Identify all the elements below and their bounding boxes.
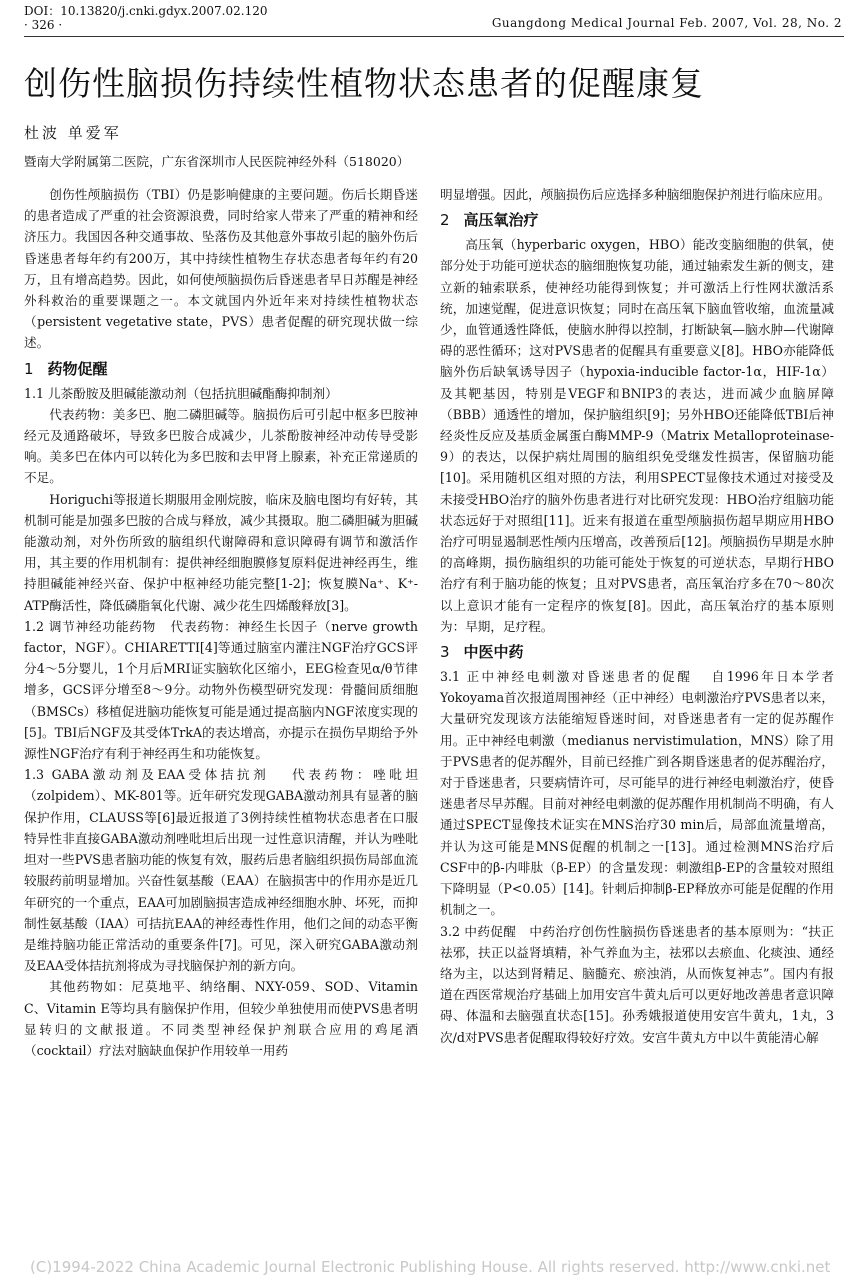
section-number: 2 xyxy=(440,211,450,230)
section-title: 高压氧治疗 xyxy=(463,211,539,230)
paragraph: 高压氧（hyperbaric oxygen，HBO）能改变脑细胞的供氧，使部分处于功能可逆状态的脑细胞恢复功能，通过轴索发生新的侧支，建立新的轴索联系，使神经功能得到恢复；并可激活上行性网状激活系统，加速觉醒，促进意识恢复；同时在高压氧下脑血管收缩，血流量减少，血管通透性降低，使脑水肿得以控制，打断缺氧—脑水肿—代谢障碍的恶性循环；这对PVS患者的促醒具有重要意义[8]。HBO亦能降低脑外伤后缺氧诱导因子（hypoxia-inducible factor-1α，HIF-1α）及其靶基因，特别是VEGF和BNIP3的表达，进而减少血脑屏障（BBB）通透性的增加，保护脑组织[9]；另外HBO还能降低TBI后神经炎性反应及基质金属蛋白酶MMP-9（Matrix Metalloproteinase-9）的表达，以保护病灶周围的脑组织免受继发性损害，保留脑功能[10]。采用随机区组对照的方法，利用SPECT显像技术通过对接受及未接受HBO治疗的脑外伤患者进行对比研究发现：HBO治疗组脑功能状态远好于对照组[11]。近来有报道在重型颅脑损伤超早期应用HBO治疗可明显遏制恶性颅内压增高，改善预后[12]。颅脑损伤早期是水肿的高峰期，损伤脑组织的功能可能处于恢复的可逆状态，早期行HBO治疗有利于脑功能的恢复；且对PVS患者，高压氧治疗多在70～80次以上意识才能有一定程序的恢复[8]。因此，高压氧治疗的基本原则为：早期，足疗程。 xyxy=(440,237,834,634)
subsection-heading-1-2: 1.2 调节神经功能药物 xyxy=(24,618,157,634)
section-heading-1 xyxy=(24,358,418,380)
subsection-heading-1-1: 1.1 儿茶酚胺及胆碱能激动剂（包括抗胆碱酯酶抑制剂） xyxy=(24,385,338,401)
section-heading-2 xyxy=(440,209,834,231)
page-number: · 326 · xyxy=(24,18,63,32)
paragraph: 中药治疗创伤性脑损伤昏迷患者的基本原则为：“扶正祛邪，扶正以益肾填精，补气养血为主，祛邪以去瘀血、化痰浊、通经络为主，以达到肾精足、脑髓充、瘀浊消，从而恢复神志”。国内有报道在西医常规治疗基础上加用安宫牛黄丸后可以更好地改善患者意识障碍、体温和去脑强直状态[15]。孙秀娥报道使用安宫牛黄丸，1丸，3次/d对PVS患者促醒取得较好疗效。安宫牛黄丸方中以牛黄能清心解 xyxy=(440,923,834,1045)
running-header-left xyxy=(24,4,267,32)
subsection-3-1 xyxy=(440,666,834,920)
paragraph: Horiguchi等报道长期服用金刚烷胺，临床及脑电图均有好转，其机制可能是加强多巴胺的合成与释放，减少其摄取。胞二磷胆碱为胆碱能激动剂，对外伤所致的脑组织代谢障碍和意识障碍有调节和激活作用，其主要的作用机制有：提供神经细胞膜修复原料促进神经再生，维持胆碱能神经兴奋、保护中枢神经功能完整[1-2]；恢复膜Na⁺、K⁺-ATP酶活性，降低磷脂氧化代谢、减少花生四烯酸释放[3]。 xyxy=(24,491,418,613)
section-title: 中医中药 xyxy=(463,643,524,662)
section-number: 3 xyxy=(440,643,450,662)
paragraph-continued: 明显增强。因此，颅脑损伤后应选择多种脑细胞保护剂进行临床应用。 xyxy=(440,187,831,202)
subsection-heading-1-3: 1.3 GABA激动剂及EAA受体拮抗剂 xyxy=(24,767,270,783)
section-title: 药物促醒 xyxy=(47,359,108,378)
affiliation: 暨南大学附属第二医院，广东省深圳市人民医院神经外科（518020） xyxy=(24,154,410,169)
header-rule xyxy=(24,36,844,37)
journal-info: Guangdong Medical Journal Feb. 2007, Vol. 28, No. 2 xyxy=(491,16,842,30)
copyright-watermark: (C)1994-2022 China Academic Journal Electronic Publishing House. All rights reserved. http://www.cnki.net xyxy=(30,1258,831,1276)
subsection-3-2 xyxy=(440,921,834,1048)
paragraph: 代表药物：美多巴、胞二磷胆碱等。脑损伤后可引起中枢多巴胺神经元及通路破坏，导致多巴胺合成减少，儿茶酚胺神经冲动传导受影响。美多巴在体内可以转化为多巴胺和去甲肾上腺素，补充正常递质的不足。 xyxy=(24,406,418,486)
subsection-1-2 xyxy=(24,616,418,764)
article-title: 创伤性脑损伤持续性植物状态患者的促醒康复 xyxy=(24,64,704,103)
subsection-1-3 xyxy=(24,764,418,976)
paragraph: 代表药物：唑吡坦（zolpidem）、MK-801等。近年研究发现GABA激动剂具有显著的脑保护作用，CLAUSS等[6]最近报道了3例持续性植物状态患者在口服特异性非直接GABA激动剂唑吡坦后出现一过性意识清醒，并认为唑吡坦对一些PVS患者脑功能的恢复有效，服药后患者脑组织损伤局部血流较服药前明显增加。兴奋性氨基酸（EAA）在脑损害中的作用亦是近几年研究的一个重点，EAA可加剧脑损害造成神经细胞水肿、坏死，而抑制性氨基酸（IAA）可拮抗EAA的神经毒性作用，他们之间的动态平衡是维持脑功能正常活动的重要条件[7]。可见，深入研究GABA激动剂及EAA受体拮抗剂将成为寻找脑保护剂的新方向。 xyxy=(24,767,419,974)
left-column xyxy=(24,184,418,1061)
right-column xyxy=(440,184,834,1048)
intro-paragraph: 创伤性颅脑损伤（TBI）仍是影响健康的主要问题。伤后长期昏迷的患者造成了严重的社会资源浪费，同时给家人带来了严重的精神和经济压力。我国因各种交通事故、坠落伤及其他意外事故引起的脑外伤后昏迷患者每年约有200万，其中持续性植物生存状态患者每年约有20万，且有增高趋势。因此，如何使颅脑损伤后昏迷患者早日苏醒是神经外科救治的重要课题之一。本文就国内外近年来对持续性植物状态（persistent vegetative state，PVS）患者促醒的研究现状做一综述。 xyxy=(24,187,418,351)
section-heading-3 xyxy=(440,641,834,663)
subsection-heading-3-2: 3.2 中药促醒 xyxy=(440,923,517,939)
paragraph: 代表药物：神经生长因子（nerve growth factor，NGF）。CHIARETTI[4]等通过脑室内灌注NGF治疗GCS评分4～5分婴儿，1个月后MRI证实脑软化区缩小，EEG检查见α/θ节律增多，GCS评分增至8～9分。动物外伤模型研究发现：骨髓间质细胞（BMSCs）移植促进脑功能恢复可能是通过提高脑内NGF浓度实现的[5]。TBI后NGF及其受体TrkA的表达增高，亦提示在损伤早期给予外源性NGF治疗有利于神经再生和功能恢复。 xyxy=(24,618,418,762)
subsection-heading-3-1: 3.1 正中神经电刺激对昏迷患者的促醒 xyxy=(440,669,693,685)
doi: DOI：10.13820/j.cnki.gdyx.2007.02.120 xyxy=(24,4,268,18)
paragraph: 其他药物如：尼莫地平、纳络酮、NXY-059、SOD、Vitamin C、Vitamin E等均具有脑保护作用，但较少单独使用而使PVS患者明显转归的文献报道。不同类型神经保护剂联合应用的鸡尾酒（cocktail）疗法对脑缺血保护作用较单一用药 xyxy=(24,979,418,1058)
section-number: 1 xyxy=(24,359,34,378)
authors: 杜波 单爱军 xyxy=(24,124,122,142)
paragraph: 自1996年日本学者Yokoyama首次报道周围神经（正中神经）电刺激治疗PVS患者以来，大量研究发现该方法能缩短昏迷时间，对昏迷患者有一定的促苏醒作用。正中神经电刺激（medianus nervistimulation，MNS）除了用于PVS患者的促苏醒外，目前已经推广到各期昏迷患者的促苏醒治疗，对于昏迷患者，只要病情许可，尽可能早的进行神经电刺激治疗，使昏迷患者尽早苏醒。目前对神经电刺激的促苏醒作用机制尚不明确，有人通过SPECT显像技术证实在MNS治疗30 min后，局部血流量增高，并认为这可能是MNS促醒的机制之一[13]。通过检测MNS治疗后CSF中的β-内啡肽（β-EP）的含量发现：刺激组β-EP的含量较对照组下降明显（P<0.05）[14]。针刺后抑制β-EP释放亦可能是促醒的作用机制之一。 xyxy=(440,669,834,918)
